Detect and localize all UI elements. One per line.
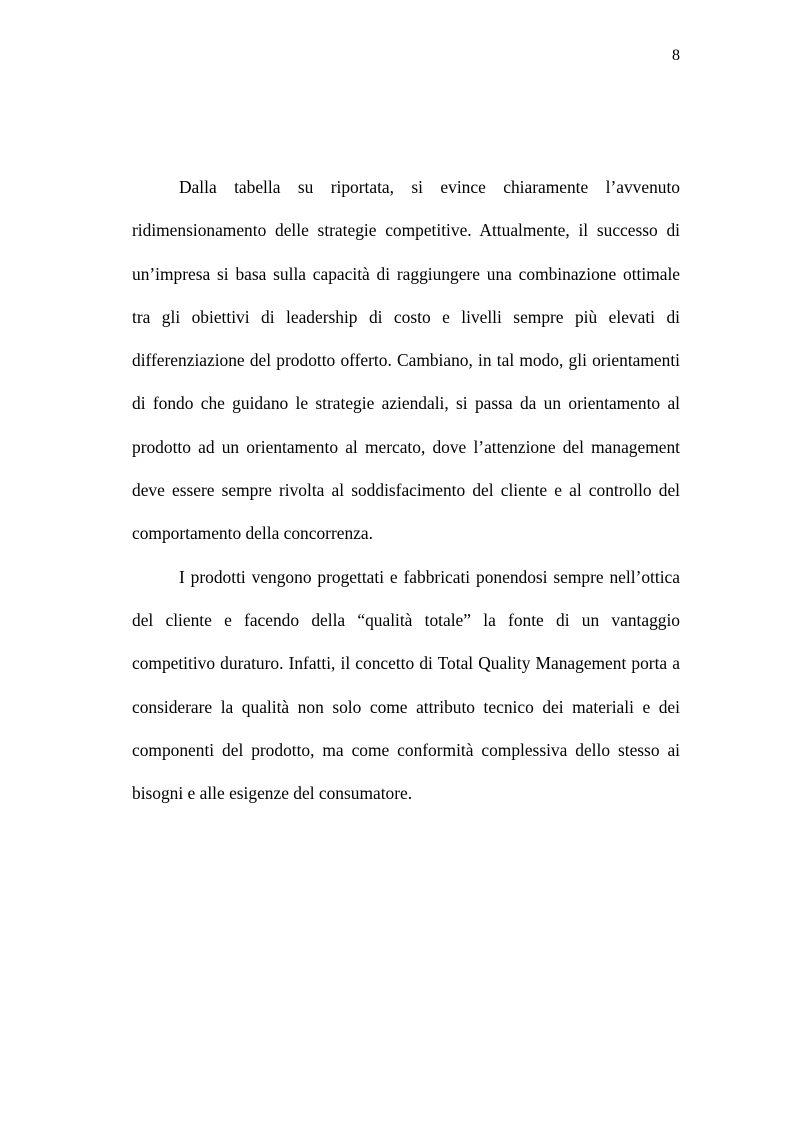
paragraph: Dalla tabella su riportata, si evince chiaramente l’avvenuto ridimensionamento delle strategie competitive. Attualmente, il successo di un’impresa si basa sulla capacità di raggiungere una combinazione ottimale tra gli obiettivi di leadership di costo e livelli sempre più elevati di differenziazione del prodotto offerto. Cambiano, in tal modo, gli orientamenti di fondo che guidano le strategie aziendali, si passa da un orientamento al prodotto ad un orientamento al mercato, dove l’attenzione del management deve essere sempre rivolta al soddisfacimento del cliente e al controllo del comportamento della concorrenza. xyxy=(132,177,680,544)
paragraph: I prodotti vengono progettati e fabbricati ponendosi sempre nell’ottica del cliente e facendo della “qualità totale” la fonte di un vantaggio competitivo duraturo. Infatti, il concetto di Total Quality Management porta a considerare la qualità non solo come attributo tecnico dei materiali e dei componenti del prodotto, ma come conformità complessiva dello stesso ai bisogni e alle esigenze del consumatore. xyxy=(132,566,680,804)
page-number: 8 xyxy=(672,47,680,64)
body-text xyxy=(132,166,680,815)
